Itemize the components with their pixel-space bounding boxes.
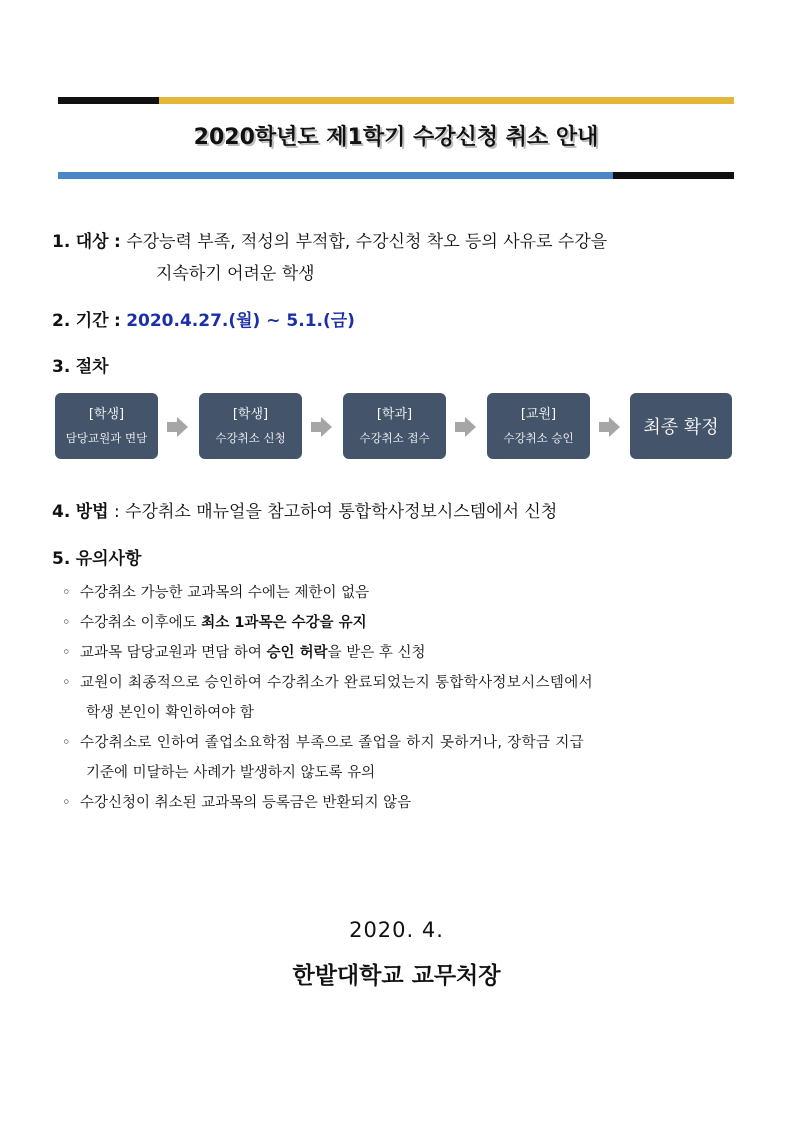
step-desc: 수강취소 접수	[359, 431, 430, 445]
note-item	[62, 638, 742, 668]
section-text: 수강취소 매뉴얼을 참고하여 통합학사정보시스템에서 신청	[125, 502, 558, 522]
note-text: 수강취소 가능한 교과목의 수에는 제한이 없음	[80, 585, 370, 601]
section-method	[52, 497, 557, 522]
step-desc: 수강취소 승인	[503, 431, 574, 445]
step-desc: 담당교원과 면담	[65, 431, 148, 445]
note-text-continued: 기준에 미달하는 사례가 발생하지 않도록 유의	[86, 765, 376, 781]
top-bar-gold	[159, 97, 734, 104]
period-dates: 2020.4.27.(월) ~ 5.1.(금)	[126, 311, 355, 331]
section-text-line1: 수강능력 부족, 적성의 부적합, 수강신청 착오 등의 사유로 수강을	[126, 232, 608, 252]
procedure-step-2	[199, 393, 302, 459]
note-item	[62, 788, 742, 818]
procedure-step-4	[487, 393, 590, 459]
section-number: 1.	[52, 232, 71, 252]
document-issuer: 한밭대학교 교무처장	[292, 963, 501, 989]
step-role: [학과]	[376, 407, 413, 422]
step-desc: 수강취소 신청	[215, 431, 286, 445]
section-number: 2.	[52, 311, 71, 331]
note-text-continued: 학생 본인이 확인하여야 함	[86, 705, 254, 721]
document-date: 2020. 4.	[349, 918, 444, 942]
bullet-icon: ◦	[62, 675, 71, 691]
section-separator: :	[113, 502, 120, 522]
note-text: 교과목 담당교원과 면담 하여	[80, 645, 267, 661]
procedure-flow	[55, 393, 735, 461]
note-emphasis: 최소 1과목은 수강을 유지	[201, 615, 367, 631]
procedure-step-final	[630, 393, 732, 459]
procedure-step-1	[55, 393, 158, 459]
final-step-label: 최종 확정	[643, 417, 719, 438]
section-target	[52, 226, 742, 290]
section-heading: 방법	[75, 502, 109, 522]
notes-list	[62, 578, 742, 818]
note-item	[62, 668, 742, 728]
note-emphasis: 승인 허락	[266, 645, 328, 661]
section-notes	[52, 544, 141, 569]
section-separator: :	[113, 232, 121, 252]
section-number: 3.	[52, 357, 71, 377]
bottom-bar-black	[613, 172, 734, 179]
section-separator: :	[113, 311, 121, 331]
section-number: 5.	[52, 549, 71, 569]
bullet-icon: ◦	[62, 615, 71, 631]
step-role: [학생]	[88, 407, 125, 422]
note-item	[62, 608, 742, 638]
note-text: 수강신청이 취소된 교과목의 등록금은 반환되지 않음	[80, 795, 412, 811]
note-item	[62, 728, 742, 788]
section-procedure	[52, 352, 109, 377]
step-role: [교원]	[520, 407, 557, 422]
section-heading: 대상	[75, 232, 109, 252]
section-heading: 절차	[75, 357, 109, 377]
section-heading: 유의사항	[75, 549, 142, 569]
procedure-step-3	[343, 393, 446, 459]
section-period	[52, 306, 355, 331]
note-text: 수강취소 이후에도	[80, 615, 202, 631]
note-text: 수강취소로 인하여 졸업소요학점 부족으로 졸업을 하지 못하거나, 장학금 지급	[80, 735, 585, 751]
bottom-bar-blue	[58, 172, 613, 179]
bullet-icon: ◦	[62, 585, 71, 601]
note-item	[62, 578, 742, 608]
bullet-icon: ◦	[62, 645, 71, 661]
section-number: 4.	[52, 502, 71, 522]
bullet-icon: ◦	[62, 735, 71, 751]
note-text: 교원이 최종적으로 승인하여 수강취소가 완료되었는지 통합학사정보시스템에서	[80, 675, 593, 691]
step-role: [학생]	[232, 407, 269, 422]
top-bar-black	[58, 97, 159, 104]
section-heading: 기간	[75, 311, 109, 331]
note-text: 을 받은 후 신청	[327, 645, 426, 661]
section-text-line2: 지속하기 어려운 학생	[156, 264, 315, 284]
document-title: 2020학년도 제1학기 수강신청 취소 안내	[193, 125, 599, 150]
bullet-icon: ◦	[62, 795, 71, 811]
